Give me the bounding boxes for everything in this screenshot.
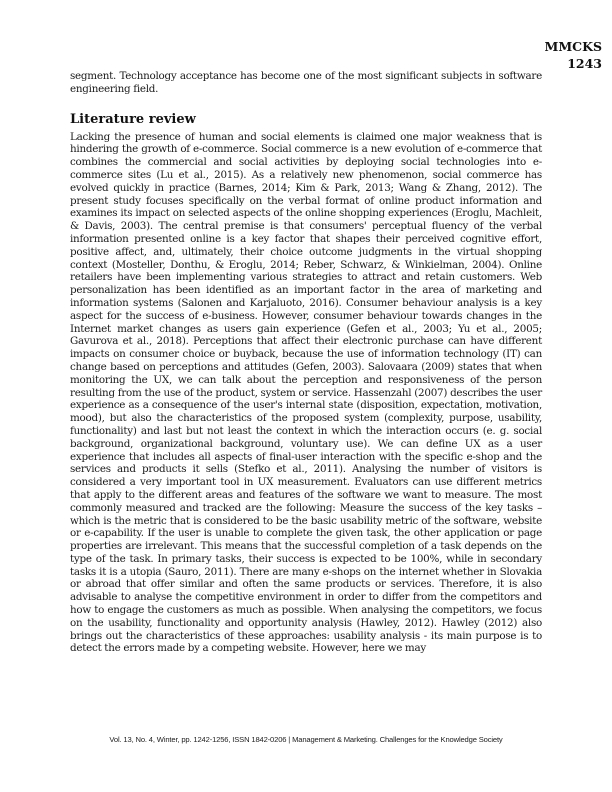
literature-review-paragraph: Lacking the presence of human and social elements is claimed one major weakness that is hindering the growth of e-commerce. Social commerce is a new evolution of e-commerce that combines the commercial and social activities by deploying social technologies into e-commerce sites (Lu et al., 2015). As a relatively new phenomenon, social commerce has evolved quickly in practice (Barnes, 2014; Kim & Park, 2013; Wang & Zhang, 2012). The present study focuses specifically on the verbal format of online product information and examines its impact on selected aspects of the online shopping experiences (Eroglu, Machleit, & Davis, 2003). The central premise is that consumers' perceptual fluency of the verbal information presented online is a key factor that shapes their perceived cognitive effort, positive affect, and, ultimately, their choice outcome judgments in the virtual shopping context (Mosteller, Donthu, & Eroglu, 2014; Reber, Schwarz, & Winkielman, 2004). Online retailers have been implementing various strategies to attract and retain customers. Web personalization has been identified as an important factor in the area of marketing and information systems (Salonen and Karjaluoto, 2016). Consumer behaviour analysis is a key aspect for the success of e-business. However, consumer behaviour towards changes in the Internet market changes as users gain experience (Gefen et al., 2003; Yu et al., 2005; Gavurova et al., 2018). Perceptions that affect their electronic purchase can have different impacts on consumer choice or buyback, because the use of information technology (IT) can change based on perceptions and attitudes (Gefen, 2003). Salovaara (2009) states that when monitoring the UX, we can talk about the perception and responsiveness of the person resulting from the use of the product, system or service. Hassenzahl (2007) describes the user experience as a consequence of the user's internal state (disposition, expectation, motivation, mood), but also the characteristics of the proposed system (complexity, purpose, usability, functionality) and last but not least the context in which the interaction occurs (e. g. social background, organizational background, voluntary use). We can define UX as a user experience that includes all aspects of final-user interaction with the specific e-shop and the services and products it sells (Stefko et al., 2011). Analysing the number of visitors is considered a very important tool in UX measurement. Evaluators can use different metrics that apply to the different areas and features of the software we want to measure. The most commonly measured and tracked are the following: Measure the success of the key tasks – which is the metric that is considered to be the basic usability metric of the software, website or e-capability. If the user is unable to complete the given task, the other application or page properties are irrelevant. This means that the successful completion of a task depends on the type of the task. In primary tasks, their success is expected to be 100%, while in secondary tasks it is a utopia (Sauro, 2011). There are many e-shops on the internet whether in Slovakia or abroad that offer similar and often the same products or services. Therefore, it is also advisable to analyse the competitive environment in order to differ from the competitors and how to engage the customers as much as possible. When analysing the competitors, we focus on the usability, functionality and opportunity analysis (Hawley, 2012). Hawley (2012) also brings out the characteristics of these approaches: usability analysis - its main purpose is to detect the errors made by a competing website. However, here we may [70, 130, 542, 655]
article-body [70, 70, 542, 655]
page-number: 1243 [567, 56, 602, 71]
section-heading: Literature review [70, 111, 196, 127]
page-footer: Vol. 13, No. 4, Winter, pp. 1242-1256, ISSN 1842-0206 | Management & Marketing. Challenges for the Knowledge Society [109, 735, 503, 744]
running-header [544, 38, 602, 72]
journal-code: MMCKS [544, 39, 602, 54]
intro-paragraph: segment. Technology acceptance has become one of the most significant subjects in software engineering field. [70, 70, 542, 95]
